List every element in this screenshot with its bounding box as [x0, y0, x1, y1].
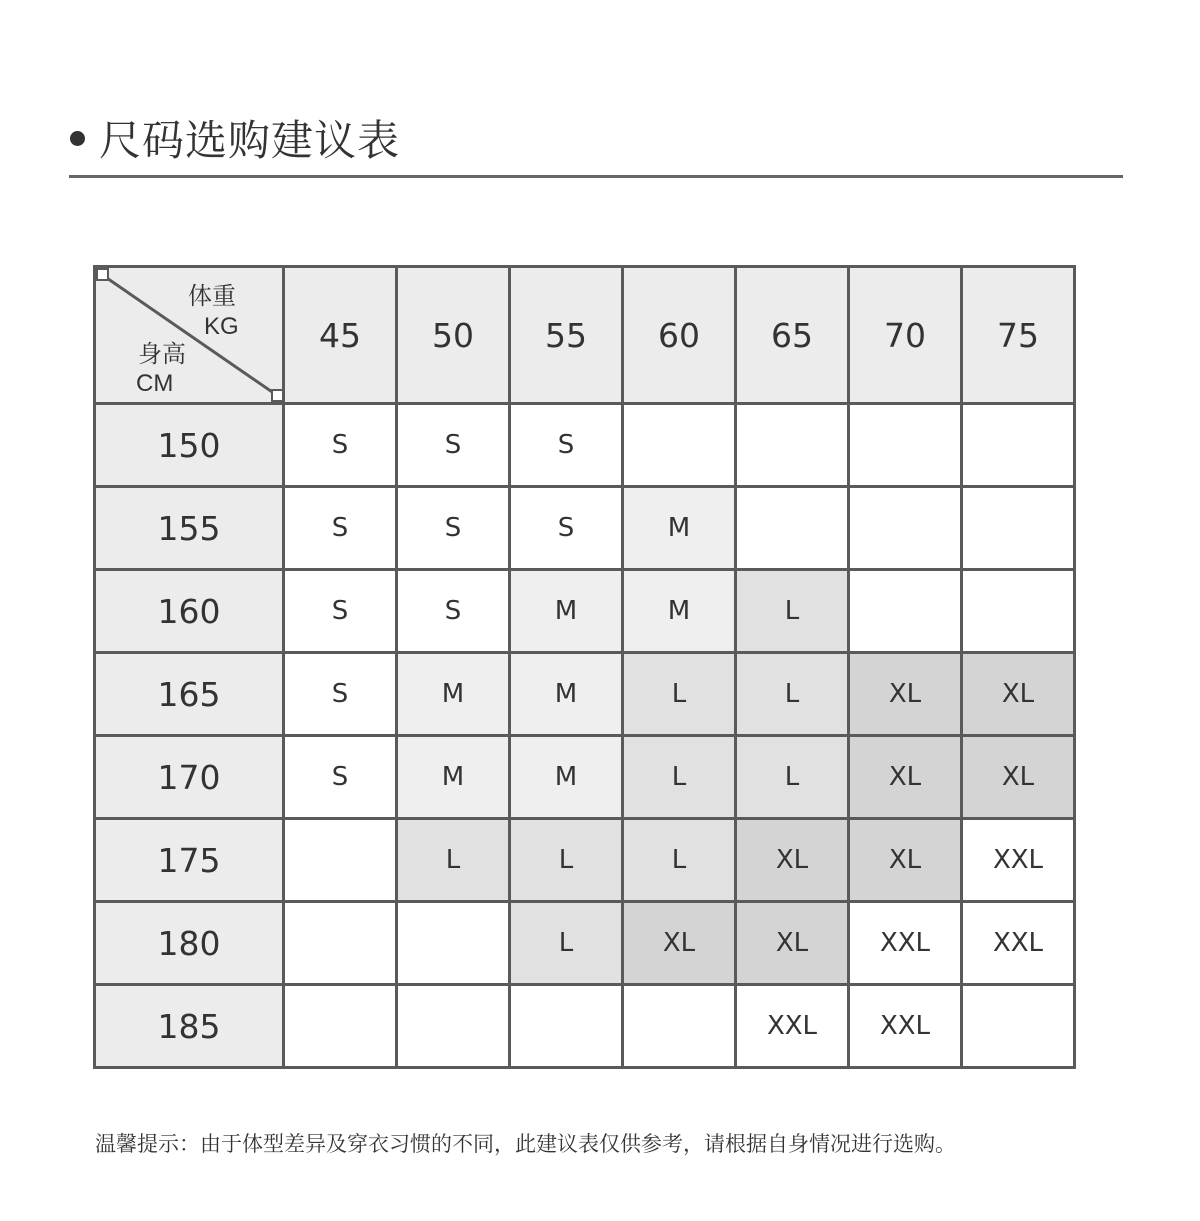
bullet-dot-icon — [70, 131, 85, 146]
height-header-cell: 165 — [95, 653, 284, 736]
section-heading — [70, 108, 400, 168]
size-cell: S — [397, 570, 510, 653]
size-cell: S — [284, 404, 397, 487]
weight-header-cell: 55 — [510, 267, 623, 404]
weight-header-cell: 75 — [962, 267, 1075, 404]
size-cell: XL — [849, 653, 962, 736]
size-cell: S — [284, 570, 397, 653]
height-header-cell: 160 — [95, 570, 284, 653]
size-cell: L — [736, 736, 849, 819]
size-cell: L — [510, 902, 623, 985]
height-header-cell: 180 — [95, 902, 284, 985]
weight-unit: KG — [204, 313, 239, 340]
table-row — [95, 404, 1075, 487]
weight-header-cell: 65 — [736, 267, 849, 404]
empty-cell — [284, 819, 397, 902]
empty-cell — [284, 985, 397, 1068]
table-row — [95, 819, 1075, 902]
size-cell: L — [623, 736, 736, 819]
table-row — [95, 985, 1075, 1068]
table-row — [95, 736, 1075, 819]
empty-cell — [962, 570, 1075, 653]
size-cell: L — [736, 653, 849, 736]
weight-header-cell: 60 — [623, 267, 736, 404]
size-cell: S — [397, 404, 510, 487]
size-cell: XXL — [962, 819, 1075, 902]
table-row — [95, 570, 1075, 653]
empty-cell — [510, 985, 623, 1068]
empty-cell — [736, 487, 849, 570]
weight-header-cell: 45 — [284, 267, 397, 404]
size-cell: S — [510, 487, 623, 570]
size-cell: M — [397, 653, 510, 736]
height-header-cell: 170 — [95, 736, 284, 819]
empty-cell — [736, 404, 849, 487]
size-cell: XL — [736, 819, 849, 902]
empty-cell — [397, 985, 510, 1068]
empty-cell — [962, 404, 1075, 487]
header-row — [95, 267, 1075, 404]
size-cell: L — [397, 819, 510, 902]
empty-cell — [849, 487, 962, 570]
size-cell: XXL — [962, 902, 1075, 985]
table-row — [95, 653, 1075, 736]
size-cell: L — [623, 653, 736, 736]
weight-header-cell: 50 — [397, 267, 510, 404]
title-divider — [69, 175, 1123, 178]
size-cell: S — [510, 404, 623, 487]
tip-note: 温馨提示：由于体型差异及穿衣习惯的不同，此建议表仅供参考，请根据自身情况进行选购。 — [95, 1132, 956, 1156]
size-cell: S — [284, 736, 397, 819]
height-header-cell: 150 — [95, 404, 284, 487]
size-cell: M — [510, 570, 623, 653]
empty-cell — [849, 570, 962, 653]
size-cell: S — [397, 487, 510, 570]
size-cell: M — [623, 487, 736, 570]
empty-cell — [397, 902, 510, 985]
size-cell: XL — [962, 653, 1075, 736]
size-cell: XXL — [849, 985, 962, 1068]
size-cell: XL — [962, 736, 1075, 819]
size-cell: XL — [849, 736, 962, 819]
empty-cell — [284, 902, 397, 985]
height-header-cell: 155 — [95, 487, 284, 570]
size-chart-table — [93, 265, 1076, 1069]
size-cell: XL — [736, 902, 849, 985]
height-header-cell: 175 — [95, 819, 284, 902]
size-cell: M — [510, 736, 623, 819]
empty-cell — [623, 404, 736, 487]
size-cell: L — [623, 819, 736, 902]
size-cell: L — [736, 570, 849, 653]
weight-header-cell: 70 — [849, 267, 962, 404]
empty-cell — [623, 985, 736, 1068]
empty-cell — [962, 487, 1075, 570]
size-cell: M — [623, 570, 736, 653]
page-title: 尺码选购建议表 — [99, 116, 401, 165]
size-cell: S — [284, 653, 397, 736]
empty-cell — [849, 404, 962, 487]
size-cell: L — [510, 819, 623, 902]
size-cell: XL — [623, 902, 736, 985]
weight-label: 体重 — [188, 282, 236, 310]
size-cell: XL — [849, 819, 962, 902]
table-row — [95, 487, 1075, 570]
empty-cell — [962, 985, 1075, 1068]
table-row — [95, 902, 1075, 985]
height-label: 身高 — [138, 340, 186, 368]
size-cell: M — [510, 653, 623, 736]
size-cell: S — [284, 487, 397, 570]
size-cell: M — [397, 736, 510, 819]
height-header-cell: 185 — [95, 985, 284, 1068]
size-cell: XXL — [849, 902, 962, 985]
corner-header-cell — [95, 267, 284, 404]
size-cell: XXL — [736, 985, 849, 1068]
height-unit: CM — [136, 370, 174, 397]
